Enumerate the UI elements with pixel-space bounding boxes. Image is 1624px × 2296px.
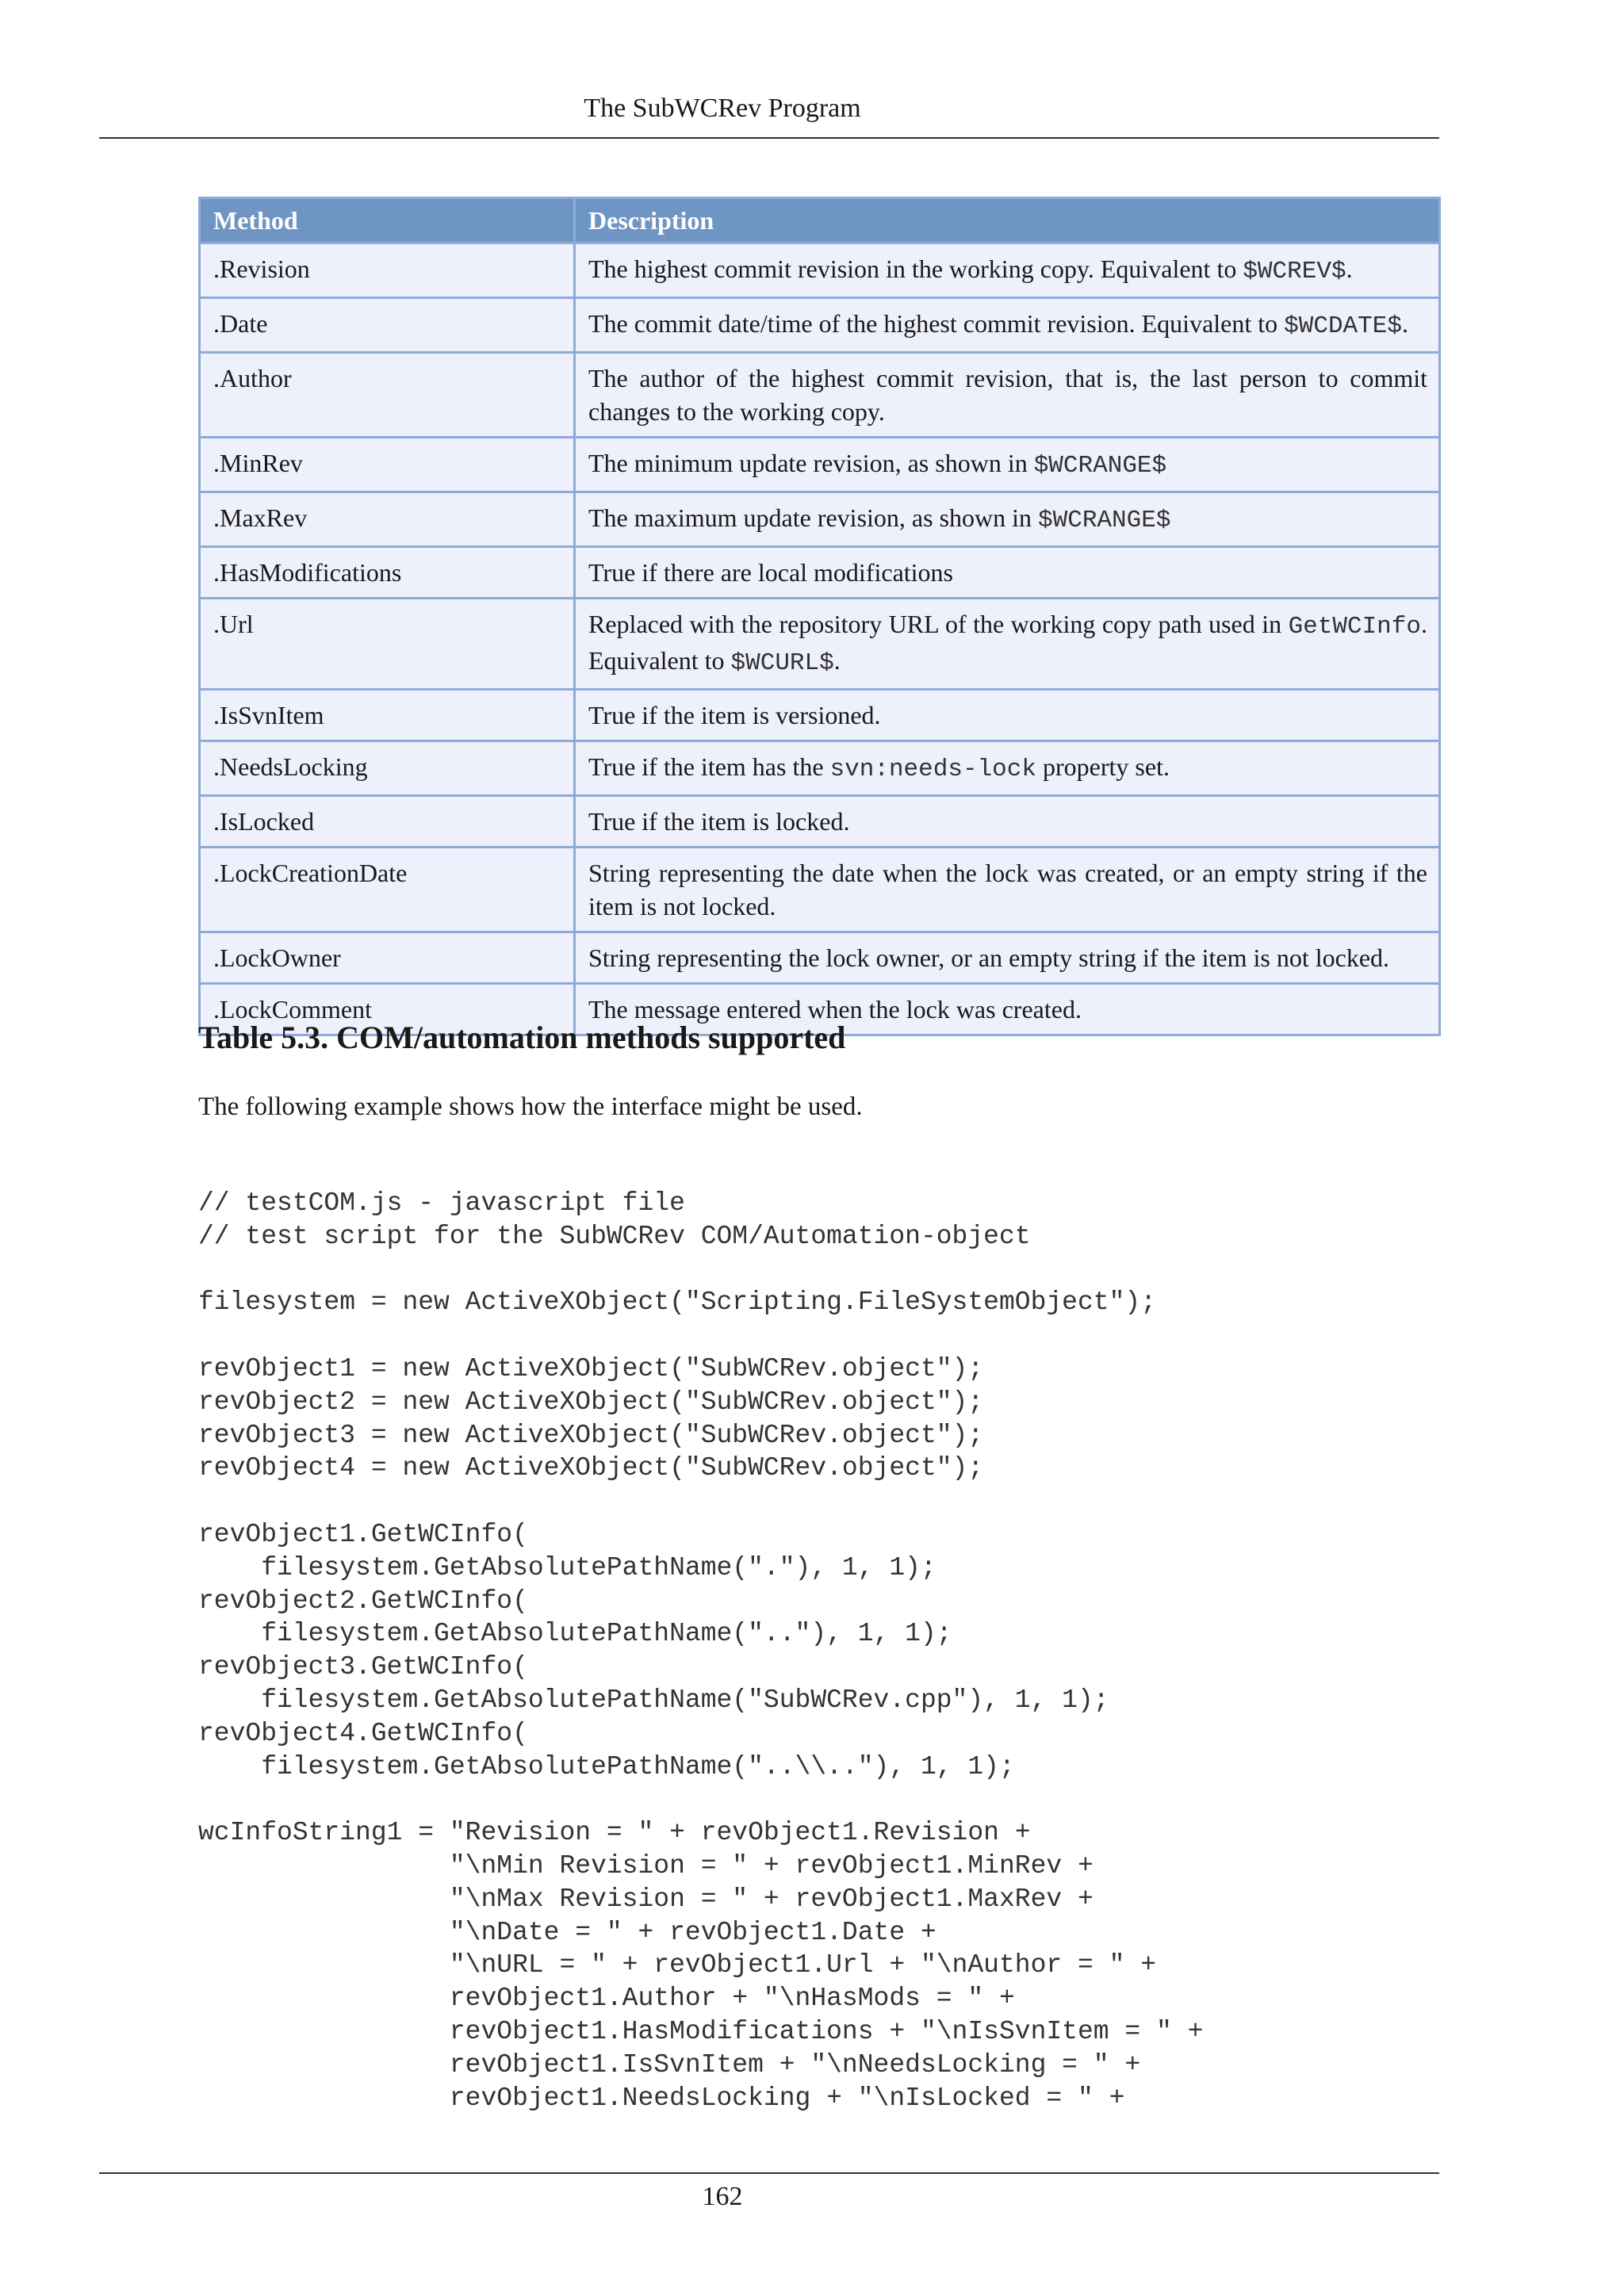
table-row <box>200 547 1440 599</box>
page-number: 162 <box>702 2182 743 2211</box>
table-row <box>200 932 1440 984</box>
description-text: property set. <box>1036 752 1170 781</box>
description-text: String representing the lock owner, or an empty string if the item is not locked. <box>588 943 1390 972</box>
table-row <box>200 848 1440 932</box>
description-text: The author of the highest commit revision, that is, the last person to commit changes to the working copy. <box>588 364 1427 426</box>
description-text: The commit date/time of the highest commit revision. Equivalent to <box>588 309 1285 338</box>
table-row <box>200 438 1440 492</box>
table-header-row <box>200 198 1440 243</box>
method-cell: .Revision <box>200 243 575 298</box>
description-cell <box>575 741 1440 796</box>
description-text: The maximum update revision, as shown in <box>588 503 1039 532</box>
description-cell <box>575 547 1440 599</box>
table-body <box>200 243 1440 1035</box>
description-text: . Equivalent to <box>588 610 1427 675</box>
description-cell <box>575 353 1440 438</box>
table-caption: Table 5.3. COM/automation methods supported <box>198 1020 846 1055</box>
table-row <box>200 796 1440 848</box>
table-row <box>200 741 1440 796</box>
description-cell <box>575 243 1440 298</box>
description-text: String representing the date when the lock was created, or an empty string if the item is not locked. <box>588 859 1427 920</box>
description-text: . <box>1401 309 1408 338</box>
description-text: . <box>1346 254 1353 283</box>
code-fragment: $WCREV$ <box>1243 258 1346 285</box>
running-header: The SubWCRev Program <box>584 94 861 123</box>
method-cell: .LockComment <box>200 984 575 1035</box>
description-text: Replaced with the repository URL of the working copy path used in <box>588 610 1289 638</box>
header-rule <box>99 137 1439 139</box>
description-text: True if the item has the <box>588 752 830 781</box>
method-cell: .LockOwner <box>200 932 575 984</box>
method-cell: .MinRev <box>200 438 575 492</box>
description-text: The highest commit revision in the working copy. Equivalent to <box>588 254 1243 283</box>
description-text: True if the item is locked. <box>588 807 850 836</box>
description-cell <box>575 932 1440 984</box>
table-row <box>200 492 1440 547</box>
table-row <box>200 243 1440 298</box>
method-cell: .LockCreationDate <box>200 848 575 932</box>
description-cell <box>575 796 1440 848</box>
description-text: The minimum update revision, as shown in <box>588 449 1034 477</box>
method-cell: .Url <box>200 599 575 690</box>
code-fragment: svn:needs-lock <box>829 756 1036 783</box>
column-header-description: Description <box>575 198 1440 243</box>
description-text: The message entered when the lock was created. <box>588 995 1082 1024</box>
table-row <box>200 298 1440 353</box>
table-row <box>200 353 1440 438</box>
code-fragment: $WCRANGE$ <box>1033 452 1167 480</box>
method-cell: .MaxRev <box>200 492 575 547</box>
method-cell: .IsLocked <box>200 796 575 848</box>
method-cell: .NeedsLocking <box>200 741 575 796</box>
method-cell: .IsSvnItem <box>200 690 575 741</box>
description-text: . <box>833 646 841 675</box>
code-fragment: $WCURL$ <box>730 649 834 677</box>
description-cell <box>575 492 1440 547</box>
description-cell <box>575 690 1440 741</box>
column-header-method: Method <box>200 198 575 243</box>
footer-rule <box>99 2172 1439 2174</box>
method-cell: .Author <box>200 353 575 438</box>
description-cell <box>575 438 1440 492</box>
description-cell <box>575 599 1440 690</box>
code-fragment: GetWCInfo <box>1288 613 1421 641</box>
code-fragment: $WCRANGE$ <box>1038 507 1171 534</box>
description-text: True if there are local modifications <box>588 558 953 587</box>
description-cell <box>575 848 1440 932</box>
method-cell: .HasModifications <box>200 547 575 599</box>
intro-paragraph: The following example shows how the interface might be used. <box>198 1093 863 1121</box>
code-fragment: $WCDATE$ <box>1284 312 1402 340</box>
method-cell: .Date <box>200 298 575 353</box>
code-listing: // testCOM.js - javascript file // test script for the SubWCRev COM/Automation-object filesystem = new ActiveXObject("Scripting.FileSystemObject"); revObject1 = new ActiveXObject("SubWCRev.object"); revObject2 = new ActiveXObject("SubWCRev.object"); revObject3 = new ActiveXObject("SubWCRev.object"); revObject4 = new ActiveXObject("SubWCRev.object"); revObject1.GetWCInfo( filesystem.GetAbsolutePathName("."), 1, 1); revObject2.GetWCInfo( filesystem.GetAbsolutePathName(".."), 1, 1); revObject3.GetWCInfo( filesystem.GetAbsolutePathName("SubWCRev.cpp"), 1, 1); revObject4.GetWCInfo( filesystem.GetAbsolutePathName("..\\.."), 1, 1); wcInfoString1 = "Revision = " + revObject1.Revision + "\nMin Revision = " + revObject1.MinRev + "\nMax Revision = " + revObject1.MaxRev + "\nDate = " + revObject1.Date + "\nURL = " + revObject1.Url + "\nAuthor = " + revObject1.Author + "\nHasMods = " + revObject1.HasModifications + "\nIsSvnItem = " + revObject1.IsSvnItem + "\nNeedsLocking = " + revObject1.NeedsLocking + "\nIsLocked = " + <box>198 1188 1204 2113</box>
description-cell <box>575 298 1440 353</box>
methods-table <box>198 197 1441 1036</box>
description-text: True if the item is versioned. <box>588 701 881 729</box>
table-row <box>200 599 1440 690</box>
table-row <box>200 690 1440 741</box>
